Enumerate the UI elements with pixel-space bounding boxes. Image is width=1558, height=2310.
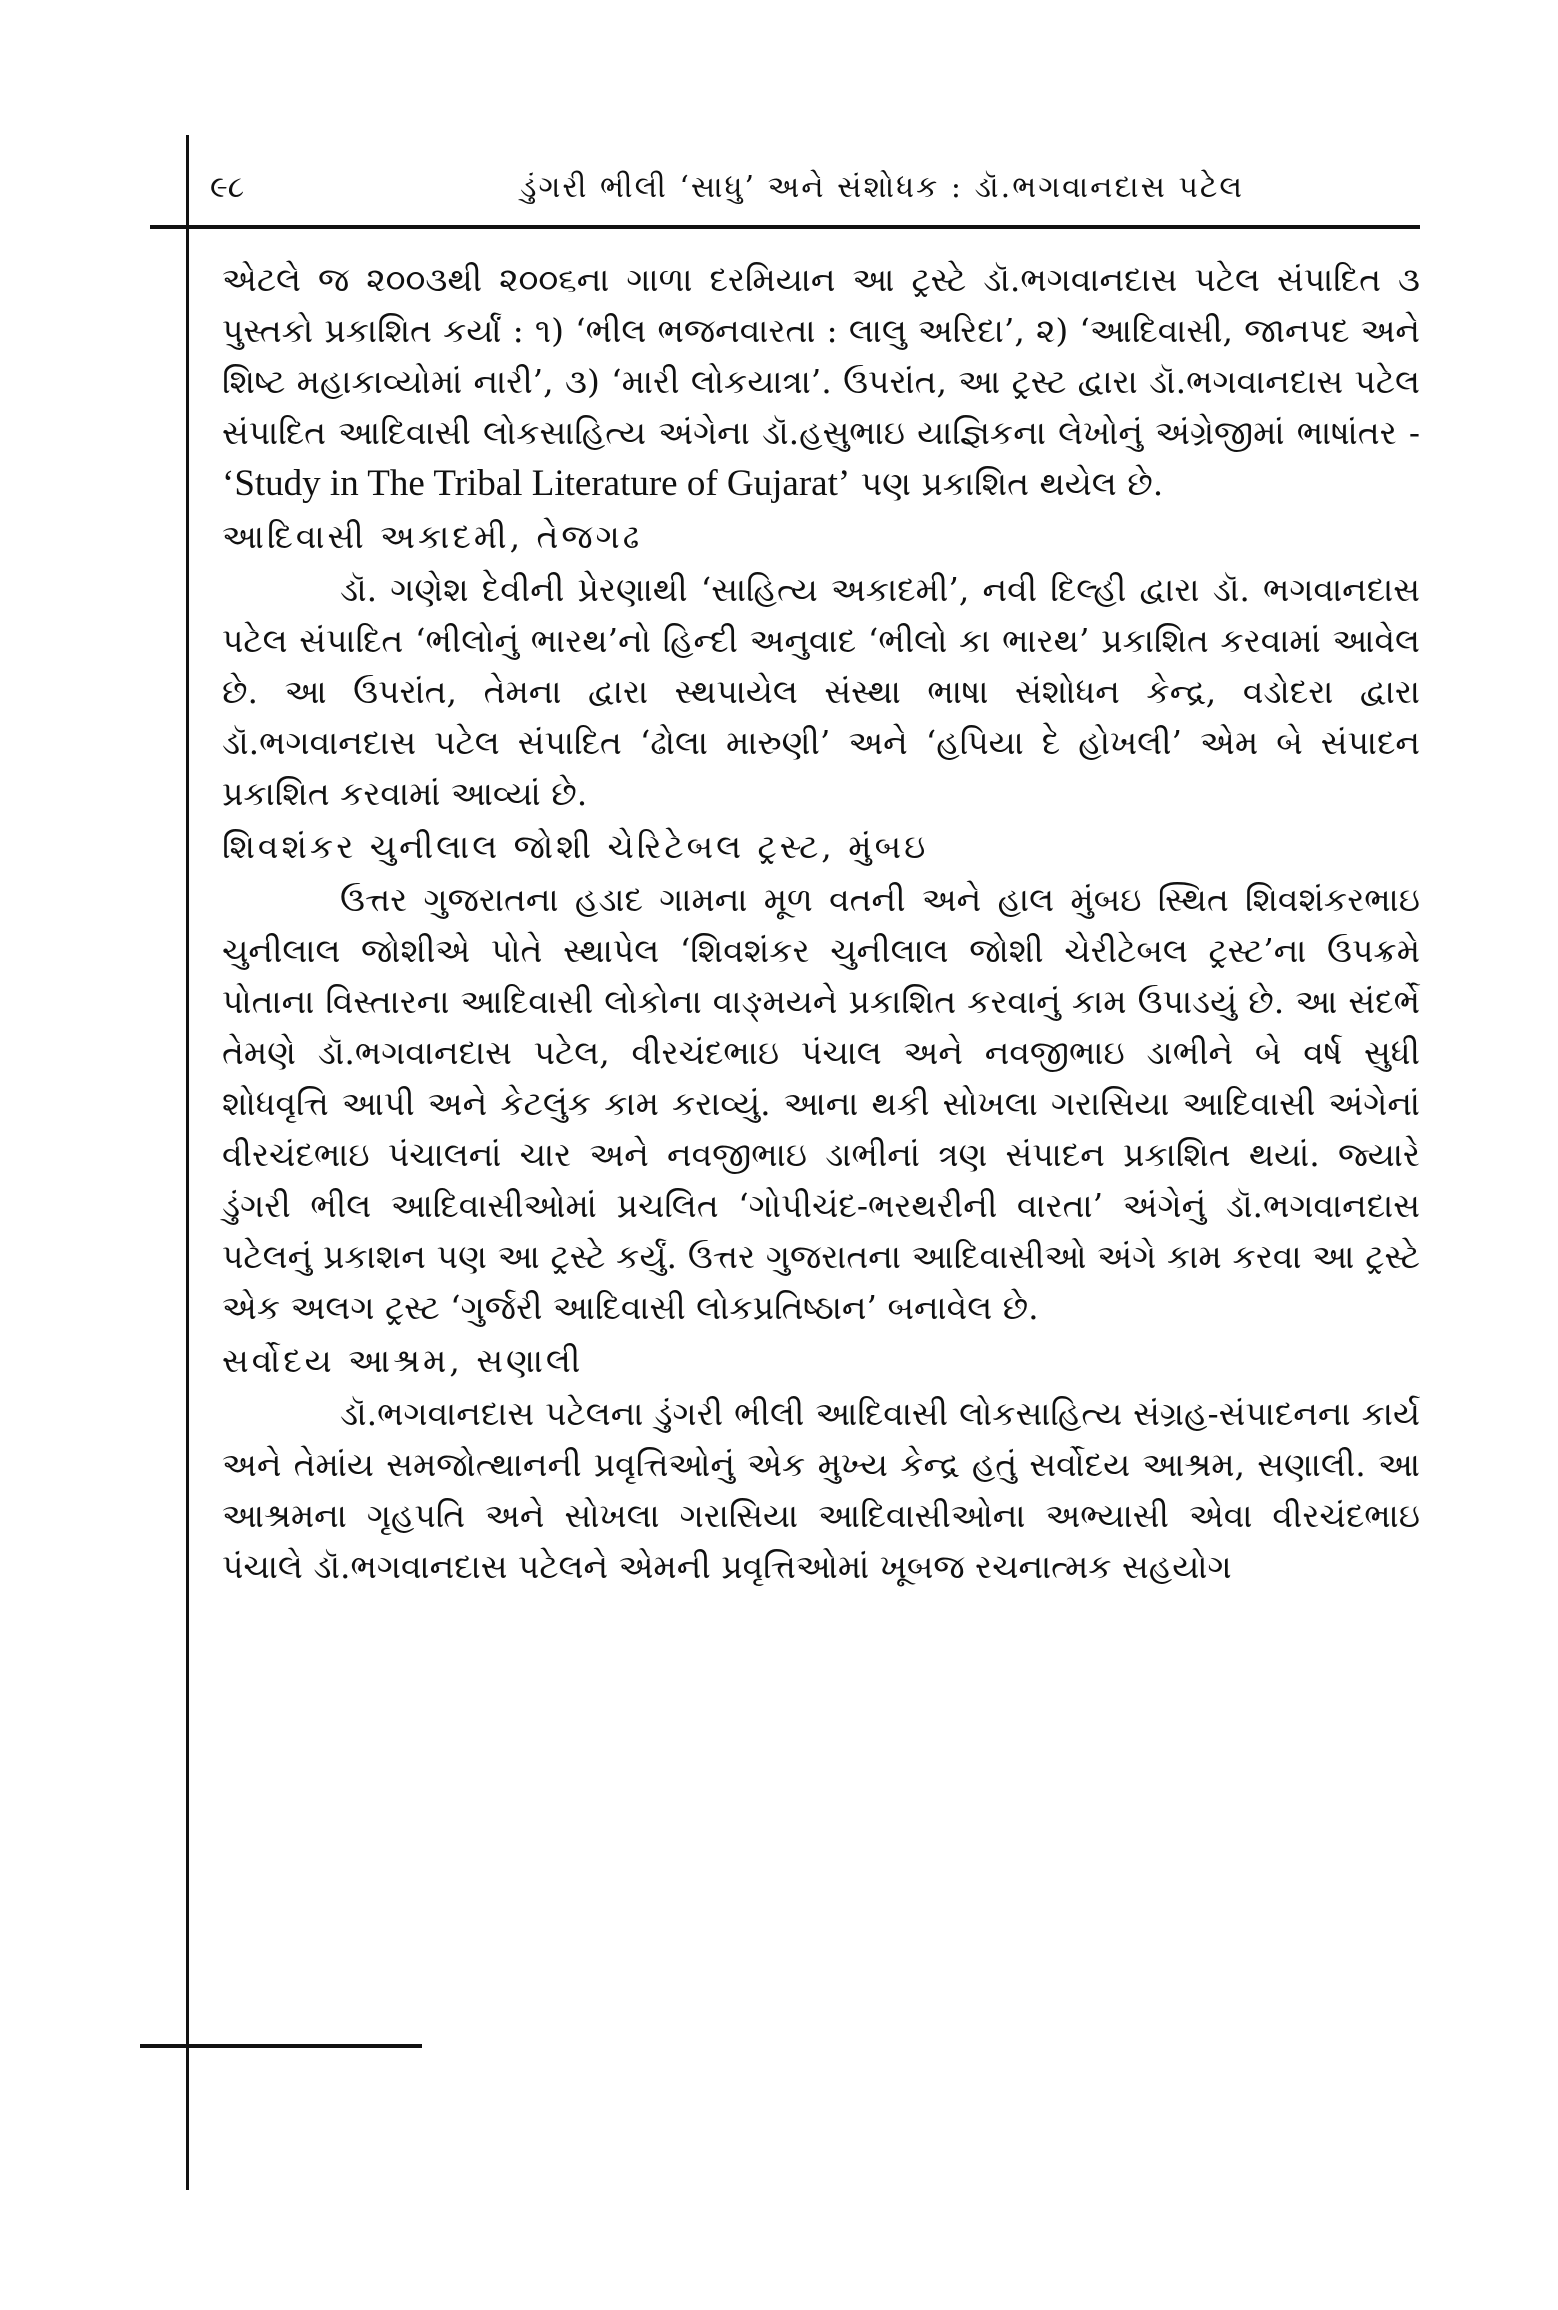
paragraph-text: પણ પ્રકાશિત થયેલ છે. — [860, 464, 1164, 503]
english-book-title: ‘Study in The Tribal Literature of Gujarat’ — [222, 463, 851, 504]
paragraph-sarvoday-ashram: ડૉ.ભગવાનદાસ પટેલના ડુંગરી ભીલી આદિવાસી લોકસાહિત્ય સંગ્રહ-સંપાદનના કાર્ય અને તેમાંય સમજોત્થાનની પ્રવૃત્તિઓનું એક મુખ્ય કેન્દ્ર હતું સર્વોદય આશ્રમ, સણાલી. આ આશ્રમના ગૃહપતિ અને સોખલા ગરાસિયા આદિવાસીઓના અભ્યાસી એવા વીરચંદભાઇ પંચાલે ડૉ.ભગવાનદાસ પટેલને એમની પ્રવૃત્તિઓમાં ખૂબજ રચનાત્મક સહયોગ — [222, 1394, 1420, 1586]
header-rule — [150, 225, 1420, 229]
paragraph-text: એટલે જ ૨૦૦૩થી ૨૦૦૬ના ગાળા દરમિયાન આ ટ્રસ્ટે ડૉ.ભગવાનદાસ પટેલ સંપાદિત ૩ પુસ્તકો પ્રકાશિત કર્યાં : ૧) ‘ભીલ ભજનવારતા : લાલુ અરિદા’, ૨) ‘આદિવાસી, જાનપદ અને શિષ્ટ મહાકાવ્યોમાં નારી’, ૩) ‘મારી લોકયાત્રા’. ઉપરાંત, આ ટ્રસ્ટ દ્વારા ડૉ.ભગવાનદાસ પટેલ સંપાદિત આદિવાસી લોકસાહિત્ય અંગેના ડૉ.હસુભાઇ યાજ્ઞિકના લેખોનું અંગ્રેજીમાં ભાષાંતર - — [222, 260, 1420, 452]
left-margin-rule — [186, 135, 189, 2190]
paragraph-joshi-trust: ઉત્તર ગુજરાતના હડાદ ગામના મૂળ વતની અને હાલ મુંબઇ સ્થિત શિવશંકરભાઇ ચુનીલાલ જોશીએ પોતે સ્થાપેલ ‘શિવશંકર ચુનીલાલ જોશી ચેરીટેબલ ટ્રસ્ટ’ના ઉપક્રમે પોતાના વિસ્તારના આદિવાસી લોકોના વાઙ્મયને પ્રકાશિત કરવાનું કામ ઉપાડયું છે. આ સંદર્ભે તેમણે ડૉ.ભગવાનદાસ પટેલ, વીરચંદભાઇ પંચાલ અને નવજીભાઇ ડાભીને બે વર્ષ સુધી શોધવૃત્તિ આપી અને કેટલુંક કામ કરાવ્યું. આના થકી સોખલા ગરાસિયા આદિવાસી અંગેનાં વીરચંદભાઇ પંચાલનાં ચાર અને નવજીભાઇ ડાભીનાં ત્રણ સંપાદન પ્રકાશિત થયાં. જ્યારે ડુંગરી ભીલ આદિવાસીઓમાં પ્રચલિત ‘ગોપીચંદ-ભરથરીની વારતા’ અંગેનું ડૉ.ભગવાનદાસ પટેલનું પ્રકાશન પણ આ ટ્રસ્ટે કર્યું. ઉત્તર ગુજરાતના આદિવાસીઓ અંગે કામ કરવા આ ટ્રસ્ટે એક અલગ ટ્રસ્ટ ‘ગુર્જરી આદિવાસી લોકપ્રતિષ્ઠાન’ બનાવેલ છે. — [222, 880, 1420, 1327]
section-heading-sarvoday-ashram: સર્વોદય આશ્રમ, સણાલી — [222, 1341, 584, 1380]
page-body — [222, 254, 1420, 1592]
page-number: ૯૮ — [210, 170, 245, 205]
section-heading-adivasi-akademi: આદિવાસી અકાદમી, તેજગઢ — [222, 517, 643, 556]
section-heading-joshi-trust: શિવશંકર ચુનીલાલ જોશી ચેરિટેબલ ટ્રસ્ટ, મુંબઇ — [222, 827, 929, 866]
running-title: ડુંગરી ભીલી ‘સાધુ’ અને સંશોધક : ડૉ.ભગવાનદાસ પટેલ — [520, 170, 1245, 205]
paragraph-adivasi-akademi: ડૉ. ગણેશ દેવીની પ્રેરણાથી ‘સાહિત્ય અકાદમી’, નવી દિલ્હી દ્વારા ડૉ. ભગવાનદાસ પટેલ સંપાદિત ‘ભીલોનું ભારથ’નો હિન્દી અનુવાદ ‘ભીલો કા ભારથ’ પ્રકાશિત કરવામાં આવેલ છે. આ ઉપરાંત, તેમના દ્વારા સ્થપાયેલ સંસ્થા ભાષા સંશોધન કેન્દ્ર, વડોદરા દ્વારા ડૉ.ભગવાનદાસ પટેલ સંપાદિત ‘ઢોલા મારુણી’ અને ‘હપિયા દે હોખલી’ એમ બે સંપાદન પ્રકાશિત કરવામાં આવ્યાં છે. — [222, 570, 1420, 813]
paragraph-trust-publications — [222, 254, 1420, 509]
footer-rule — [140, 2044, 422, 2048]
